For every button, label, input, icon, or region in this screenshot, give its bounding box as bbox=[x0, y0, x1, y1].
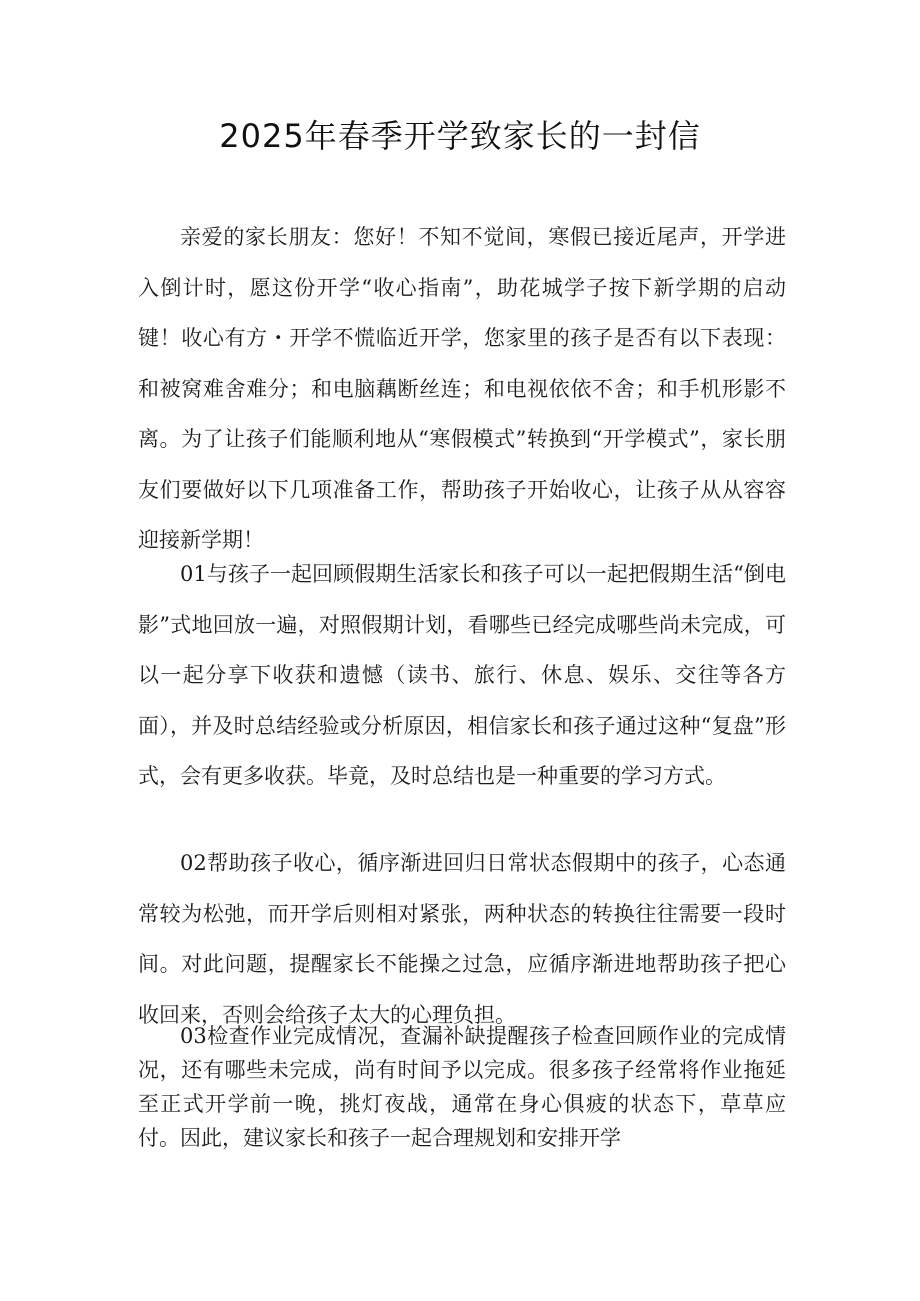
paragraph-greeting: 亲爱的家长朋友：您好！不知不觉间，寒假已接近尾声，开学进入倒计时，愿这份开学“收心指南”，助花城学子按下新学期的启动键！收心有方・开学不慌临近开学，您家里的孩子是否有以下表现：和被窝难舍难分；和电脑藕断丝连；和电视依依不舍；和手机形影不离。为了让孩子们能顺利地从“寒假模式”转换到“开学模式”，家长朋友们要做好以下几项准备工作，帮助孩子开始收心，让孩子从从容容迎接新学期！ bbox=[138, 225, 786, 552]
paragraph-review-holiday: 01与孩子一起回顾假期生活家长和孩子可以一起把假期生活“倒电影”式地回放一遍，对照假期计划，看哪些已经完成哪些尚未完成，可以一起分享下收获和遗憾（读书、旅行、休息、娱乐、交往等各方面），并及时总结经验或分析原因，相信家长和孩子通过这种“复盘”形式，会有更多收获。毕竟，及时总结也是一种重要的学习方式。 bbox=[138, 562, 786, 788]
paragraph-help-focus: 02帮助孩子收心，循序渐进回归日常状态假期中的孩子，心态通常较为松弛，而开学后则相对紧张，两种状态的转换往往需要一段时间。对此问题，提醒家长不能操之过急，应循序渐进地帮助孩子把心收回来，否则会给孩子太大的心理负担。 bbox=[138, 851, 786, 1027]
document-title: 2025年春季开学致家长的一封信 bbox=[219, 117, 701, 155]
paragraph-check-homework: 03检查作业完成情况，查漏补缺提醒孩子检查回顾作业的完成情况，还有哪些未完成，尚有时间予以完成。很多孩子经常将作业拖延至正式开学前一晚，挑灯夜战，通常在身心俱疲的状态下，草草应付。因此，建议家长和孩子一起合理规划和安排开学 bbox=[138, 1024, 786, 1150]
